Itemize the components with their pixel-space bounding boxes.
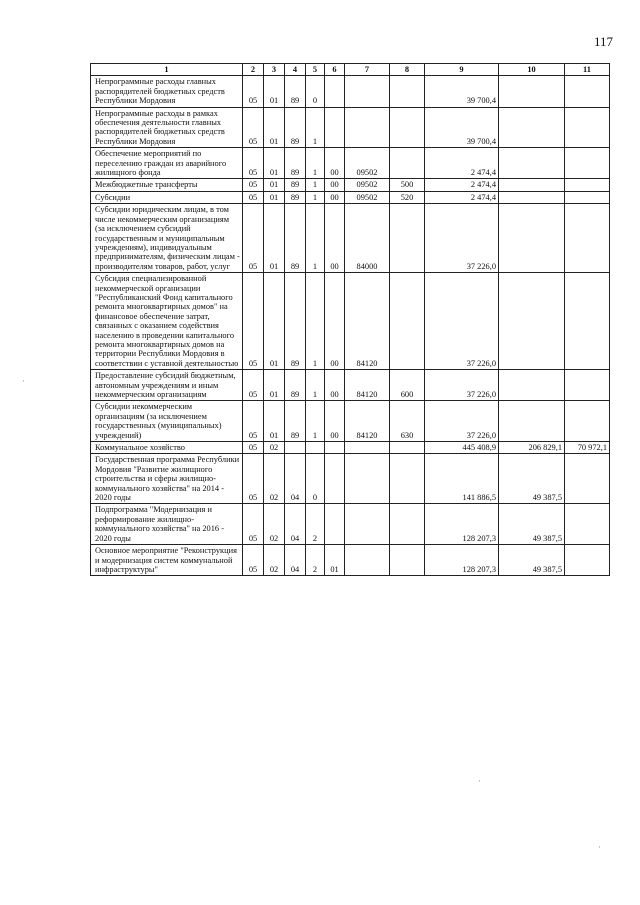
row-name: Основное мероприятие "Реконструкция и модернизация систем коммунальной инфраструктуры": [91, 545, 243, 576]
cell-direction: 84120: [345, 370, 390, 401]
cell-amount-10: [499, 204, 565, 273]
cell-section: 05: [243, 76, 264, 107]
cell-subprogram: 2: [306, 504, 325, 545]
cell-subprogram: 1: [306, 370, 325, 401]
cell-subsection: 01: [264, 191, 285, 203]
cell-subsection: 01: [264, 107, 285, 148]
cell-subprogram: 1: [306, 401, 325, 442]
header-cell-3: 3: [264, 64, 285, 76]
row-name: Обеспечение мероприятий по переселению граждан из аварийного жилищного фонда: [91, 148, 243, 179]
row-name: Непрограммные расходы в рамках обеспечения деятельности главных распорядителей бюджетных средств Республики Мордовия: [91, 107, 243, 148]
cell-subprogram: 1: [306, 107, 325, 148]
cell-amount-total: 141 886,5: [425, 454, 499, 504]
header-cell-11: 11: [565, 64, 610, 76]
row-name: Межбюджетные трансферты: [91, 179, 243, 191]
cell-expense-type: [390, 454, 425, 504]
cell-expense-type: [390, 76, 425, 107]
cell-amount-total: 39 700,4: [425, 107, 499, 148]
cell-subsection: 02: [264, 442, 285, 454]
scan-mark: ·: [22, 376, 25, 386]
cell-amount-11: [565, 204, 610, 273]
budget-table: [90, 63, 610, 576]
cell-subprogram: 1: [306, 148, 325, 179]
cell-section: 05: [243, 148, 264, 179]
cell-amount-11: [565, 545, 610, 576]
cell-program: 89: [285, 370, 306, 401]
header-cell-6: 6: [325, 64, 345, 76]
cell-program: 89: [285, 107, 306, 148]
cell-amount-total: 37 226,0: [425, 401, 499, 442]
table-row: [91, 454, 610, 504]
cell-subprogram: 1: [306, 179, 325, 191]
cell-amount-11: [565, 148, 610, 179]
row-name: Субсидии некоммерческим организациям (за исключением государственных (муниципальных) учреждений): [91, 401, 243, 442]
cell-subsection: 01: [264, 204, 285, 273]
header-cell-8: 8: [390, 64, 425, 76]
scan-mark: ·: [598, 842, 601, 852]
cell-expense-type: 500: [390, 179, 425, 191]
cell-event: 01: [325, 545, 345, 576]
table-row: [91, 401, 610, 442]
cell-subsection: 02: [264, 545, 285, 576]
header-cell-10: 10: [499, 64, 565, 76]
table-row: [91, 442, 610, 454]
cell-subsection: 01: [264, 370, 285, 401]
cell-amount-10: [499, 401, 565, 442]
row-name: Субсидия специализированной некоммерческой организации "Республиканский Фонд капитального ремонта многоквартирных домов" на финансовое обеспечение затрат, связанных с оказанием содействия населению в проведении капитального ремонта многоквартирных домов на территории Республики Мордовия в соответствии с уставной деятельностью: [91, 273, 243, 370]
cell-direction: 84120: [345, 273, 390, 370]
cell-subsection: 01: [264, 148, 285, 179]
cell-subprogram: 1: [306, 191, 325, 203]
cell-direction: [345, 545, 390, 576]
cell-amount-10: [499, 191, 565, 203]
cell-amount-11: [565, 191, 610, 203]
cell-subprogram: 2: [306, 545, 325, 576]
table-header-row: [91, 64, 610, 76]
cell-expense-type: [390, 442, 425, 454]
cell-amount-11: [565, 370, 610, 401]
table-row: [91, 76, 610, 107]
row-name: Предоставление субсидий бюджетным, автономным учреждениям и иным некоммерческим организациям: [91, 370, 243, 401]
row-name: Субсидии юридическим лицам, в том числе некоммерческим организациям (за исключением субсидий государственным и муниципальным учреждениям), индивидуальным предпринимателям, физическим лицам - производителям товаров, работ, услуг: [91, 204, 243, 273]
table-row: [91, 273, 610, 370]
cell-direction: 84120: [345, 401, 390, 442]
cell-expense-type: 600: [390, 370, 425, 401]
cell-amount-total: 39 700,4: [425, 76, 499, 107]
cell-event: 00: [325, 401, 345, 442]
cell-direction: 09502: [345, 148, 390, 179]
cell-amount-total: 2 474,4: [425, 191, 499, 203]
cell-amount-11: [565, 454, 610, 504]
cell-section: 05: [243, 504, 264, 545]
cell-event: [325, 107, 345, 148]
cell-subsection: 01: [264, 401, 285, 442]
cell-amount-11: [565, 107, 610, 148]
cell-amount-total: 2 474,4: [425, 179, 499, 191]
cell-section: 05: [243, 273, 264, 370]
cell-program: 89: [285, 179, 306, 191]
cell-program: [285, 442, 306, 454]
cell-expense-type: [390, 204, 425, 273]
cell-expense-type: [390, 545, 425, 576]
table-row: [91, 107, 610, 148]
cell-amount-11: [565, 504, 610, 545]
table-row: [91, 370, 610, 401]
cell-section: 05: [243, 442, 264, 454]
cell-direction: 09502: [345, 179, 390, 191]
table-body: [91, 64, 610, 576]
page-number: 117: [594, 34, 614, 49]
cell-amount-11: [565, 273, 610, 370]
cell-section: 05: [243, 179, 264, 191]
header-cell-5: 5: [306, 64, 325, 76]
cell-program: 89: [285, 401, 306, 442]
cell-amount-10: 49 387,5: [499, 545, 565, 576]
cell-subsection: 01: [264, 76, 285, 107]
cell-subsection: 02: [264, 504, 285, 545]
cell-event: [325, 454, 345, 504]
header-cell-9: 9: [425, 64, 499, 76]
cell-direction: 84000: [345, 204, 390, 273]
cell-amount-11: 70 972,1: [565, 442, 610, 454]
cell-program: 89: [285, 273, 306, 370]
cell-subprogram: 0: [306, 76, 325, 107]
cell-section: 05: [243, 454, 264, 504]
row-name: Непрограммные расходы главных распорядителей бюджетных средств Республики Мордовия: [91, 76, 243, 107]
cell-amount-11: [565, 401, 610, 442]
cell-section: 05: [243, 204, 264, 273]
cell-expense-type: 520: [390, 191, 425, 203]
cell-program: 04: [285, 545, 306, 576]
cell-subprogram: 0: [306, 454, 325, 504]
row-name: Подпрограмма "Модернизация и реформирование жилищно-коммунального хозяйства" на 2016 - 2020 годы: [91, 504, 243, 545]
row-name: Государственная программа Республики Мордовия "Развитие жилищного строительства и сферы жилищно-коммунального хозяйства" на 2014 - 2020 годы: [91, 454, 243, 504]
row-name: Коммунальное хозяйство: [91, 442, 243, 454]
cell-amount-total: 2 474,4: [425, 148, 499, 179]
cell-amount-10: [499, 76, 565, 107]
cell-expense-type: 630: [390, 401, 425, 442]
cell-section: 05: [243, 107, 264, 148]
cell-amount-10: [499, 179, 565, 191]
cell-amount-10: 49 387,5: [499, 504, 565, 545]
cell-event: 00: [325, 179, 345, 191]
cell-amount-11: [565, 76, 610, 107]
table-row: [91, 191, 610, 203]
cell-expense-type: [390, 504, 425, 545]
cell-direction: [345, 504, 390, 545]
cell-amount-total: 37 226,0: [425, 204, 499, 273]
table-row: [91, 504, 610, 545]
header-cell-4: 4: [285, 64, 306, 76]
scan-mark: ·: [478, 776, 481, 786]
cell-direction: [345, 442, 390, 454]
cell-direction: [345, 454, 390, 504]
cell-section: 05: [243, 401, 264, 442]
cell-amount-10: 206 829,1: [499, 442, 565, 454]
cell-expense-type: [390, 107, 425, 148]
cell-amount-10: 49 387,5: [499, 454, 565, 504]
cell-section: 05: [243, 191, 264, 203]
cell-amount-total: 128 207,3: [425, 545, 499, 576]
cell-event: 00: [325, 191, 345, 203]
cell-program: 89: [285, 76, 306, 107]
cell-program: 04: [285, 454, 306, 504]
cell-section: 05: [243, 370, 264, 401]
cell-amount-total: 128 207,3: [425, 504, 499, 545]
cell-program: 89: [285, 148, 306, 179]
cell-subprogram: 1: [306, 204, 325, 273]
cell-subsection: 01: [264, 179, 285, 191]
cell-program: 89: [285, 204, 306, 273]
cell-expense-type: [390, 273, 425, 370]
table-row: [91, 545, 610, 576]
header-cell-1: 1: [91, 64, 243, 76]
cell-event: 00: [325, 273, 345, 370]
header-cell-2: 2: [243, 64, 264, 76]
cell-amount-total: 37 226,0: [425, 273, 499, 370]
cell-direction: [345, 76, 390, 107]
cell-subsection: 02: [264, 454, 285, 504]
cell-event: 00: [325, 204, 345, 273]
cell-amount-10: [499, 107, 565, 148]
cell-event: [325, 504, 345, 545]
cell-section: 05: [243, 545, 264, 576]
cell-amount-10: [499, 370, 565, 401]
cell-event: [325, 442, 345, 454]
table-row: [91, 179, 610, 191]
cell-subprogram: 1: [306, 273, 325, 370]
cell-event: 00: [325, 370, 345, 401]
table-row: [91, 204, 610, 273]
table-row: [91, 148, 610, 179]
cell-amount-10: [499, 273, 565, 370]
cell-direction: 09502: [345, 191, 390, 203]
cell-subsection: 01: [264, 273, 285, 370]
cell-event: [325, 76, 345, 107]
cell-program: 04: [285, 504, 306, 545]
cell-amount-10: [499, 148, 565, 179]
cell-event: 00: [325, 148, 345, 179]
cell-program: 89: [285, 191, 306, 203]
cell-amount-11: [565, 179, 610, 191]
cell-direction: [345, 107, 390, 148]
header-cell-7: 7: [345, 64, 390, 76]
row-name: Субсидии: [91, 191, 243, 203]
cell-subprogram: [306, 442, 325, 454]
cell-amount-total: 445 408,9: [425, 442, 499, 454]
cell-expense-type: [390, 148, 425, 179]
cell-amount-total: 37 226,0: [425, 370, 499, 401]
